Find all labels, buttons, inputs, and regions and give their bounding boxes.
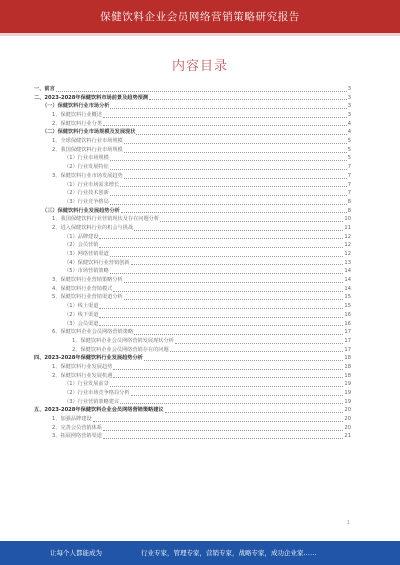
footer-slogan-right: 行业专家，管理专家，营销专家，战略专家，成功企业家…… — [141, 549, 317, 557]
toc-entry-page: 17 — [344, 329, 351, 336]
toc-entry-page: 11 — [344, 224, 351, 231]
toc-entry-title: （1）品牌建设 — [64, 233, 99, 240]
page-number: 1 — [346, 520, 350, 526]
toc-entry[interactable] — [34, 111, 351, 120]
toc-entry-title: （4）保健饮料行业营销创新 — [64, 259, 130, 266]
toc-entry-title: 1、加强品牌建设 — [52, 416, 92, 423]
toc-entry[interactable] — [34, 172, 351, 181]
toc-leader-dots — [110, 194, 347, 196]
toc-entry[interactable] — [34, 380, 351, 389]
toc-entry[interactable] — [34, 294, 351, 303]
footer-slogan-left: 让每个人都能成为 — [50, 549, 102, 557]
toc-leader-dots — [110, 203, 347, 205]
toc-leader-dots — [110, 272, 344, 274]
toc-entry[interactable] — [34, 241, 351, 250]
toc-leader-dots — [93, 420, 344, 422]
toc-entry-page: 4 — [347, 120, 351, 127]
toc-entry-page: 3 — [347, 103, 351, 110]
toc-entry-title: （2）会员营销 — [64, 242, 99, 249]
toc-entry[interactable] — [34, 363, 351, 372]
toc-entry-page: 18 — [344, 355, 351, 362]
toc-leader-dots — [99, 237, 343, 239]
toc-entry-page: 19 — [344, 390, 351, 397]
toc-entry-page: 5 — [347, 138, 351, 145]
toc-entry-title: （2）行业技术创新 — [64, 190, 109, 197]
toc-entry-title: 二、2023-2028年保健饮料市场前景及趋势预测 — [34, 94, 149, 101]
toc-leader-dots — [131, 394, 344, 396]
toc-leader-dots — [99, 324, 343, 326]
toc-entry[interactable] — [34, 267, 351, 276]
toc-entry-title: 2、完善会员营销体系 — [52, 424, 102, 431]
toc-leader-dots — [131, 263, 344, 265]
toc-entry[interactable] — [34, 85, 351, 94]
toc-entry-title: 5、保健饮料行业营销渠道分析 — [52, 294, 123, 301]
toc-entry-page: 12 — [344, 233, 351, 240]
toc-leader-dots — [56, 90, 347, 92]
toc-entry-title: （三）保健饮料行业发展趋势分析 — [42, 207, 120, 214]
toc-entry-page: 7 — [347, 172, 351, 179]
toc-entry-title: （3）行业营销策略建议 — [64, 398, 120, 405]
toc-entry-title: （3）网络营销渠道 — [64, 251, 109, 258]
toc-entry[interactable] — [34, 311, 351, 320]
toc-leader-dots — [124, 177, 347, 179]
toc-entry-title: 4、保健饮料行业营销模式 — [52, 285, 113, 292]
report-title: 保健饮料企业会员网络营销策略研究报告 — [100, 11, 300, 23]
toc-entry-title: 2、保健饮料企业会员网络营销存在的问题 — [72, 346, 169, 353]
toc-entry-page: 14 — [344, 285, 351, 292]
toc-entry-page: 16 — [344, 320, 351, 327]
toc-list — [34, 85, 351, 441]
toc-entry[interactable] — [34, 120, 351, 129]
toc-entry-page: 17 — [344, 337, 351, 344]
toc-leader-dots — [124, 298, 344, 300]
toc-leader-dots — [99, 316, 343, 318]
toc-entry-title: （1）线上渠道 — [64, 303, 99, 310]
toc-leader-dots — [113, 376, 343, 378]
toc-leader-dots — [110, 168, 347, 170]
toc-entry-title: （2）行业市场竞争格局分析 — [64, 390, 130, 397]
toc-entry-page: 7 — [347, 181, 351, 188]
toc-entry-title: 2、我国保健饮料行业市场规模 — [52, 146, 123, 153]
toc-leader-dots — [103, 429, 343, 431]
toc-entry[interactable] — [34, 181, 351, 190]
toc-entry-title: 1、保健饮料行业发展趋势 — [52, 363, 113, 370]
toc-entry[interactable] — [34, 189, 351, 198]
toc-entry-title: 1、保健饮料行业概述 — [52, 112, 102, 119]
toc-entry-page: 14 — [344, 277, 351, 284]
toc-leader-dots — [110, 159, 347, 161]
toc-entry[interactable] — [34, 424, 351, 433]
toc-entry[interactable] — [34, 215, 351, 224]
toc-entry[interactable] — [34, 259, 351, 268]
toc-leader-dots — [124, 151, 347, 153]
toc-leader-dots — [113, 368, 343, 370]
toc-entry-title: 3、保健饮料行业营销策略分析 — [52, 277, 123, 284]
toc-entry-title: 3、拓展网络营销渠道 — [52, 433, 102, 440]
toc-entry-page: 12 — [344, 242, 351, 249]
toc-entry-page: 15 — [344, 303, 351, 310]
toc-entry[interactable] — [34, 207, 351, 216]
toc-entry-title: （3）会员渠道 — [64, 320, 99, 327]
toc-leader-dots — [121, 211, 347, 213]
toc-leader-dots — [103, 124, 347, 126]
toc-entry[interactable] — [34, 354, 351, 363]
toc-entry[interactable] — [34, 198, 351, 207]
toc-leader-dots — [99, 246, 343, 248]
toc-leader-dots — [103, 437, 343, 439]
toc-entry[interactable] — [34, 372, 351, 381]
toc-entry-page: 15 — [344, 294, 351, 301]
toc-entry[interactable] — [34, 433, 351, 442]
toc-leader-dots — [103, 116, 347, 118]
toc-entry-page: 12 — [344, 251, 351, 258]
toc-entry[interactable] — [34, 415, 351, 424]
toc-entry-page: 19 — [344, 398, 351, 405]
toc-entry-page: 20 — [344, 407, 351, 414]
toc-leader-dots — [134, 333, 343, 335]
toc-leader-dots — [175, 342, 344, 344]
toc-entry-title: 1、保健饮料企业会员网络营销发展现状分析 — [72, 337, 174, 344]
toc-entry-title: （1）行业市场规模 — [64, 155, 109, 162]
toc-leader-dots — [165, 411, 344, 413]
toc-entry-page: 21 — [344, 433, 351, 440]
toc-entry[interactable] — [34, 346, 351, 355]
toc-leader-dots — [144, 359, 344, 361]
toc-entry[interactable] — [34, 398, 351, 407]
toc-entry-title: 五、2023-2028年保健饮料企业会员网络营销策略建议 — [34, 407, 164, 414]
toc-entry-title: 四、2023-2028年保健饮料行业发展趋势分析 — [34, 355, 143, 362]
toc-entry[interactable] — [34, 250, 351, 259]
toc-entry-page: 4 — [347, 129, 351, 136]
toc-entry-title: 1、我国保健饮料行业营销现状及存在问题分析 — [52, 216, 160, 223]
toc-entry-page: 18 — [344, 363, 351, 370]
toc-entry-title: 1、全球保健饮料行业市场规模 — [52, 138, 123, 145]
toc-entry[interactable] — [34, 328, 351, 337]
toc-leader-dots — [110, 385, 344, 387]
toc-leader-dots — [124, 281, 344, 283]
toc-entry[interactable] — [34, 94, 351, 103]
toc-leader-dots — [110, 107, 346, 109]
toc-entry[interactable] — [34, 406, 351, 415]
toc-entry[interactable] — [34, 389, 351, 398]
toc-heading: 内容目录 — [171, 59, 228, 74]
toc-entry-page: 20 — [344, 416, 351, 423]
toc-entry-page: 7 — [347, 164, 351, 171]
toc-entry-page: 7 — [347, 190, 351, 197]
toc-entry-page: 18 — [344, 372, 351, 379]
toc-entry-page: 5 — [347, 155, 351, 162]
toc-entry[interactable] — [34, 276, 351, 285]
toc-entry-page: 3 — [347, 85, 351, 92]
toc-leader-dots — [120, 185, 347, 187]
toc-entry-page: 3 — [347, 94, 351, 101]
toc-leader-dots — [113, 290, 343, 292]
toc-entry[interactable] — [34, 155, 351, 164]
toc-leader-dots — [149, 98, 347, 100]
toc-entry-title: 3、保健饮料行业市场发展趋势 — [52, 172, 123, 179]
toc-entry-title: （二）保健饮料行业市场规模及发展现状 — [42, 129, 136, 136]
toc-leader-dots — [99, 307, 343, 309]
toc-leader-dots — [124, 142, 347, 144]
toc-leader-dots — [136, 133, 346, 135]
toc-leader-dots — [170, 350, 344, 352]
toc-entry-title: 2、进入保健饮料行业的机会与挑战 — [52, 224, 134, 231]
toc-entry-title: （1）行业市场需求增长 — [64, 181, 120, 188]
toc-entry-title: 2、保健饮料行业分类 — [52, 120, 102, 127]
toc-entry[interactable] — [34, 128, 351, 137]
toc-entry-page: 10 — [344, 216, 351, 223]
toc-entry[interactable] — [34, 102, 351, 111]
toc-entry-title: （一）保健饮料行业市场分析 — [42, 103, 110, 110]
header-divider — [0, 33, 400, 36]
toc-entry-title: （5）市场营销策略 — [64, 268, 109, 275]
toc-entry-title: 6、保健饮料企业会员网络营销策略 — [52, 329, 134, 336]
toc-entry-page: 16 — [344, 311, 351, 318]
toc-entry[interactable] — [34, 233, 351, 242]
toc-entry-page: 8 — [347, 198, 351, 205]
toc-leader-dots — [160, 220, 343, 222]
toc-leader-dots — [110, 255, 344, 257]
toc-entry[interactable] — [34, 163, 351, 172]
toc-entry[interactable] — [34, 224, 351, 233]
toc-entry[interactable] — [34, 137, 351, 146]
toc-entry-title: （2）线下渠道 — [64, 311, 99, 318]
toc-entry-page: 17 — [344, 346, 351, 353]
toc-entry-title: 2、保健饮料行业发展机遇 — [52, 372, 113, 379]
toc-entry-page: 3 — [347, 112, 351, 119]
toc-entry-page: 13 — [344, 259, 351, 266]
toc-leader-dots — [120, 402, 343, 404]
toc-entry[interactable] — [34, 320, 351, 329]
toc-entry-page: 8 — [347, 207, 351, 214]
toc-entry[interactable] — [34, 146, 351, 155]
toc-entry-page: 19 — [344, 381, 351, 388]
toc-entry[interactable] — [34, 285, 351, 294]
toc-leader-dots — [134, 229, 343, 231]
toc-entry-page: 14 — [344, 268, 351, 275]
toc-entry[interactable] — [34, 337, 351, 346]
toc-entry-page: 5 — [347, 146, 351, 153]
toc-entry-title: （1）行业发展前景 — [64, 381, 109, 388]
toc-entry[interactable] — [34, 302, 351, 311]
toc-entry-title: 一、前言 — [34, 85, 55, 92]
toc-entry-page: 20 — [344, 424, 351, 431]
toc-entry-title: （2）行业发展特征 — [64, 164, 109, 171]
toc-entry-title: （3）行业竞争格局 — [64, 198, 109, 205]
